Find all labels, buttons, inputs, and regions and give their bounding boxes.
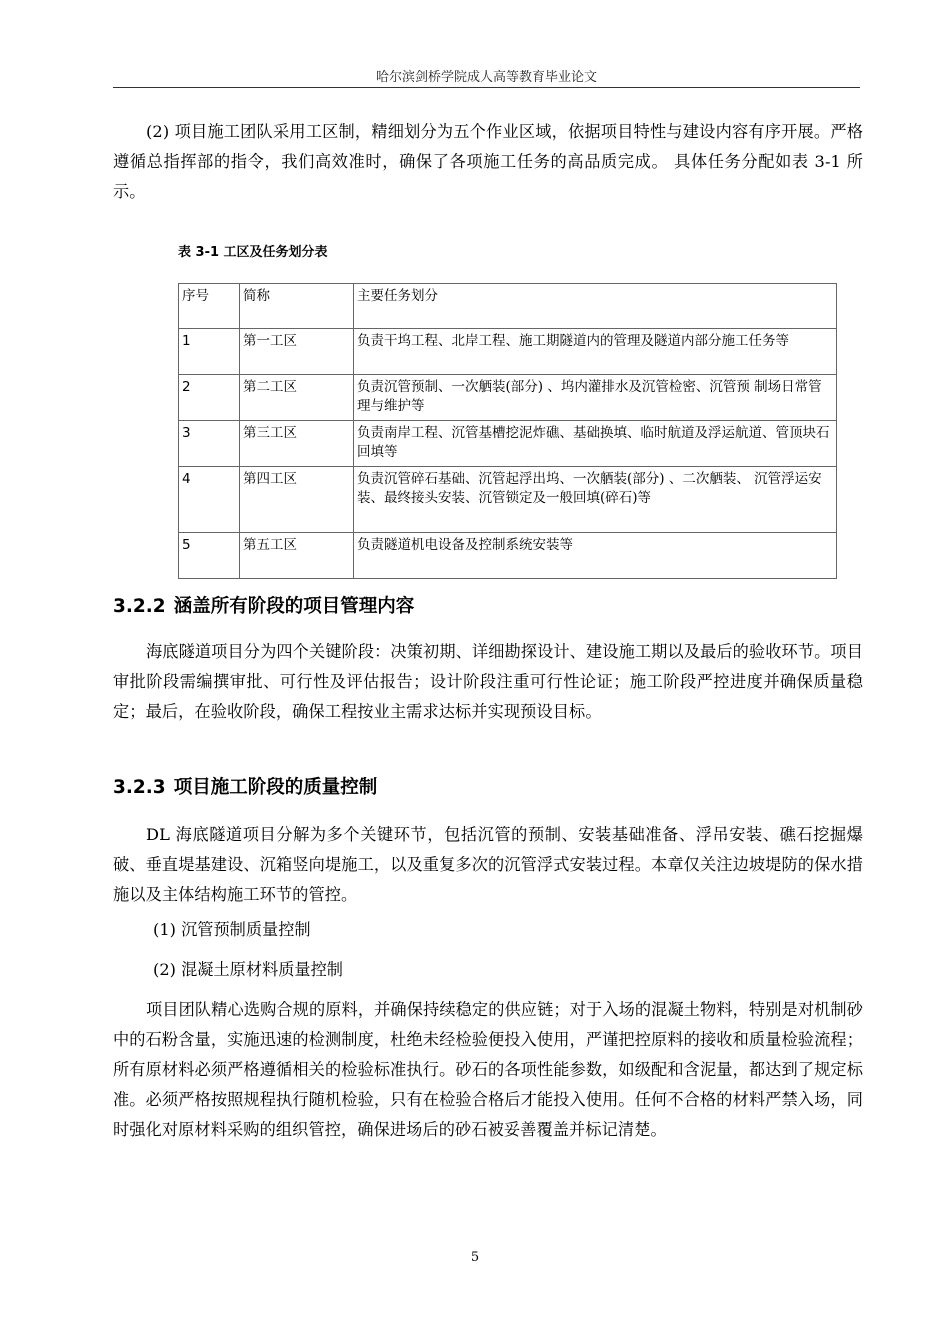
paragraph-key-stages: DL 海底隧道项目分解为多个关键环节，包括沉管的预制、安装基础准备、浮吊安装、礁石挖掘爆破、垂直堤基建设、沉箱竖向堤施工，以及重复多次的沉管浮式安装过程。本章仅关注边坡堤防的保水措施以及主体结构施工环节的管控。 (113, 825, 863, 904)
section-heading-3-2-2 (113, 592, 414, 618)
table-row (179, 329, 837, 375)
row-index: 2 (179, 375, 240, 421)
table-caption: 表 3-1 工区及任务划分表 (178, 245, 328, 260)
list-item-precast: (1) 沉管预制质量控制 (153, 920, 311, 939)
row-task: 负责南岸工程、沉管基槽挖泥炸礁、基础换填、临时航道及浮运航道、管顶块石回填等 (354, 421, 837, 467)
table-row (179, 421, 837, 467)
row-index: 3 (179, 421, 240, 467)
list-item-raw-materials: (2) 混凝土原材料质量控制 (153, 960, 343, 979)
section-heading-3-2-3 (113, 773, 377, 799)
header-cell-task: 主要任务划分 (354, 284, 837, 329)
row-name: 第四工区 (240, 467, 354, 533)
row-task: 负责沉管预制、一次舾装(部分) 、坞内灌排水及沉管检密、沉管预 制场日常管理与维护等 (354, 375, 837, 421)
table-row (179, 375, 837, 421)
row-name: 第五工区 (240, 533, 354, 579)
row-task: 负责沉管碎石基础、沉管起浮出坞、一次舾装(部分) 、二次舾装、 沉管浮运安装、最终接头安装、沉管锁定及一般回填(碎石)等 (354, 467, 837, 533)
section-title: 项目施工阶段的质量控制 (173, 777, 378, 798)
row-index: 4 (179, 467, 240, 533)
header-divider (113, 87, 860, 88)
table-row (179, 467, 837, 533)
running-header: 哈尔滨剑桥学院成人高等教育毕业论文 (375, 70, 597, 85)
section-title: 涵盖所有阶段的项目管理内容 (173, 596, 415, 617)
row-name: 第三工区 (240, 421, 354, 467)
row-index: 1 (179, 329, 240, 375)
row-name: 第二工区 (240, 375, 354, 421)
row-task: 负责隧道机电设备及控制系统安装等 (354, 533, 837, 579)
header-cell-index: 序号 (179, 284, 240, 329)
page-number: 5 (470, 1250, 480, 1265)
section-number: 3.2.2 (113, 596, 166, 617)
table-header-row (179, 284, 837, 329)
section-number: 3.2.3 (113, 777, 166, 798)
table-row (179, 533, 837, 579)
paragraph-project-phases: 海底隧道项目分为四个关键阶段：决策初期、详细勘探设计、建设施工期以及最后的验收环节。项目审批阶段需编撰审批、可行性及评估报告；设计阶段注重可行性论证；施工阶段严控进度并确保质量稳定；最后，在验收阶段，确保工程按业主需求达标并实现预设目标。 (113, 642, 863, 721)
paragraph-material-control: 项目团队精心选购合规的原料，并确保持续稳定的供应链；对于入场的混凝土物料，特别是对机制砂中的石粉含量，实施迅速的检测制度，杜绝未经检验便投入使用，严谨把控原料的接收和质量检验流程；所有原材料必须严格遵循相关的检验标准执行。砂石的各项性能参数，如级配和含泥量，都达到了规定标准。必须严格按照规程执行随机检验，只有在检验合格后才能投入使用。任何不合格的材料严禁入场，同时强化对原材料采购的组织管控，确保进场后的砂石被妥善覆盖并标记清楚。 (113, 1000, 863, 1139)
paragraph-work-zones: (2) 项目施工团队采用工区制，精细划分为五个作业区域，依据项目特性与建设内容有序开展。严格遵循总指挥部的指令，我们高效准时，确保了各项施工任务的高品质完成。 具体任务分配如表 3-1 所示。 (113, 122, 863, 201)
row-name: 第一工区 (240, 329, 354, 375)
work-zone-table (178, 283, 837, 579)
header-cell-name: 简称 (240, 284, 354, 329)
row-task: 负责干坞工程、北岸工程、施工期隧道内的管理及隧道内部分施工任务等 (354, 329, 837, 375)
row-index: 5 (179, 533, 240, 579)
